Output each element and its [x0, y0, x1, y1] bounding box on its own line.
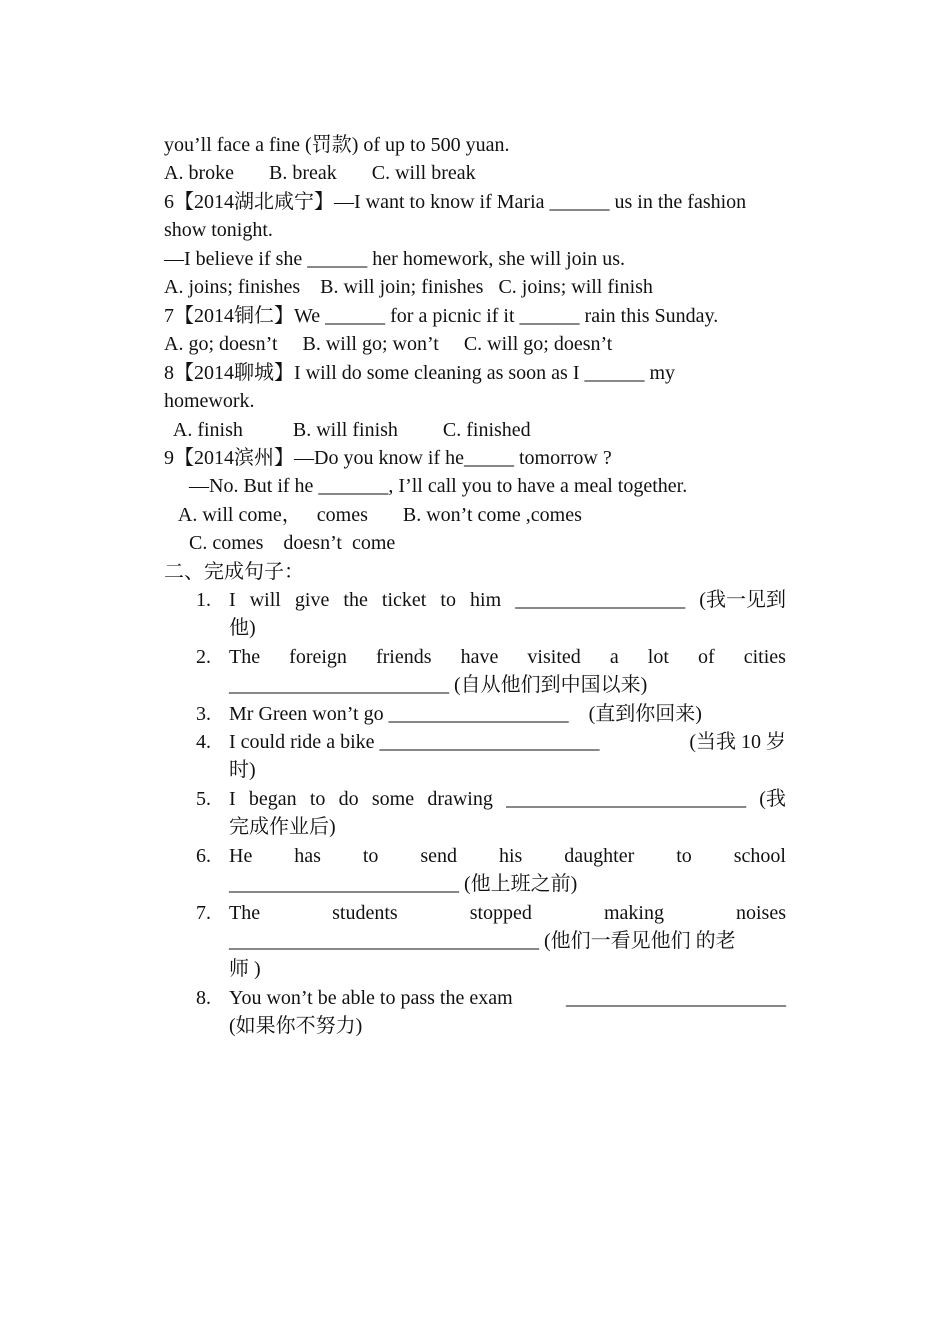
item-line: _______________________________ (他们一看见他们 的老: [229, 930, 736, 952]
item-line: ______________________ (自从他们到中国以来): [229, 674, 648, 696]
text-line: 7【2014铜仁】We ______ for a picnic if it ______ rain this Sunday.: [164, 305, 719, 327]
item-number: 4.: [196, 731, 211, 753]
item-line: I will give the ticket to him _________________ (我一见到: [229, 589, 786, 611]
text-line: —I believe if she ______ her homework, she will join us.: [164, 248, 626, 270]
text-line: A. finish B. will finish C. finished: [164, 419, 531, 441]
item-line: 他): [229, 617, 256, 639]
item-number: 1.: [196, 589, 211, 611]
text-line: you’ll face a fine (罚款) of up to 500 yuan.: [164, 134, 510, 156]
item-number: 3.: [196, 703, 211, 725]
item-line: The foreign friends have visited a lot of cities: [229, 646, 786, 668]
item-line: The students stopped making noises: [229, 902, 786, 924]
text-line: show tonight.: [164, 219, 273, 241]
item-line: 师 ): [229, 958, 261, 980]
item-number: 6.: [196, 845, 211, 867]
item-line: Mr Green won’t go __________________ (直到你回来): [229, 703, 702, 725]
item-line: He has to send his daughter to school: [229, 845, 786, 867]
section-heading: 二、完成句子：: [164, 561, 304, 583]
item-line: I could ride a bike ______________________ (当我 10 岁: [229, 731, 786, 753]
item-line: (如果你不努力): [229, 1015, 363, 1037]
item-line: 完成作业后): [229, 816, 336, 838]
text-line: A. broke B. break C. will break: [164, 162, 476, 184]
text-line: A. go; doesn’t B. will go; won’t C. will go; doesn’t: [164, 333, 613, 355]
text-line: —No. But if he _______, I’ll call you to have a meal together.: [164, 475, 688, 497]
text-line: A. joins; finishes B. will join; finishes C. joins; will finish: [164, 276, 653, 298]
item-line: 时): [229, 759, 256, 781]
item-line: You won’t be able to pass the exam ______________________: [229, 987, 786, 1009]
item-number: 7.: [196, 902, 211, 924]
text-line: A. will come， comes B. won’t come ,comes: [164, 504, 582, 526]
text-line: 9【2014滨州】—Do you know if he_____ tomorrow ?: [164, 447, 612, 469]
text-line: homework.: [164, 390, 255, 412]
text-line: 8【2014聊城】I will do some cleaning as soon as I ______ my: [164, 362, 676, 384]
text-line: C. comes doesn’t come: [164, 532, 396, 554]
item-line: I began to do some drawing ________________________ (我: [229, 788, 786, 810]
item-number: 8.: [196, 987, 211, 1009]
item-number: 2.: [196, 646, 211, 668]
item-number: 5.: [196, 788, 211, 810]
text-line: 6【2014湖北咸宁】—I want to know if Maria ______ us in the fashion: [164, 191, 747, 213]
item-line: _______________________ (他上班之前): [229, 873, 578, 895]
